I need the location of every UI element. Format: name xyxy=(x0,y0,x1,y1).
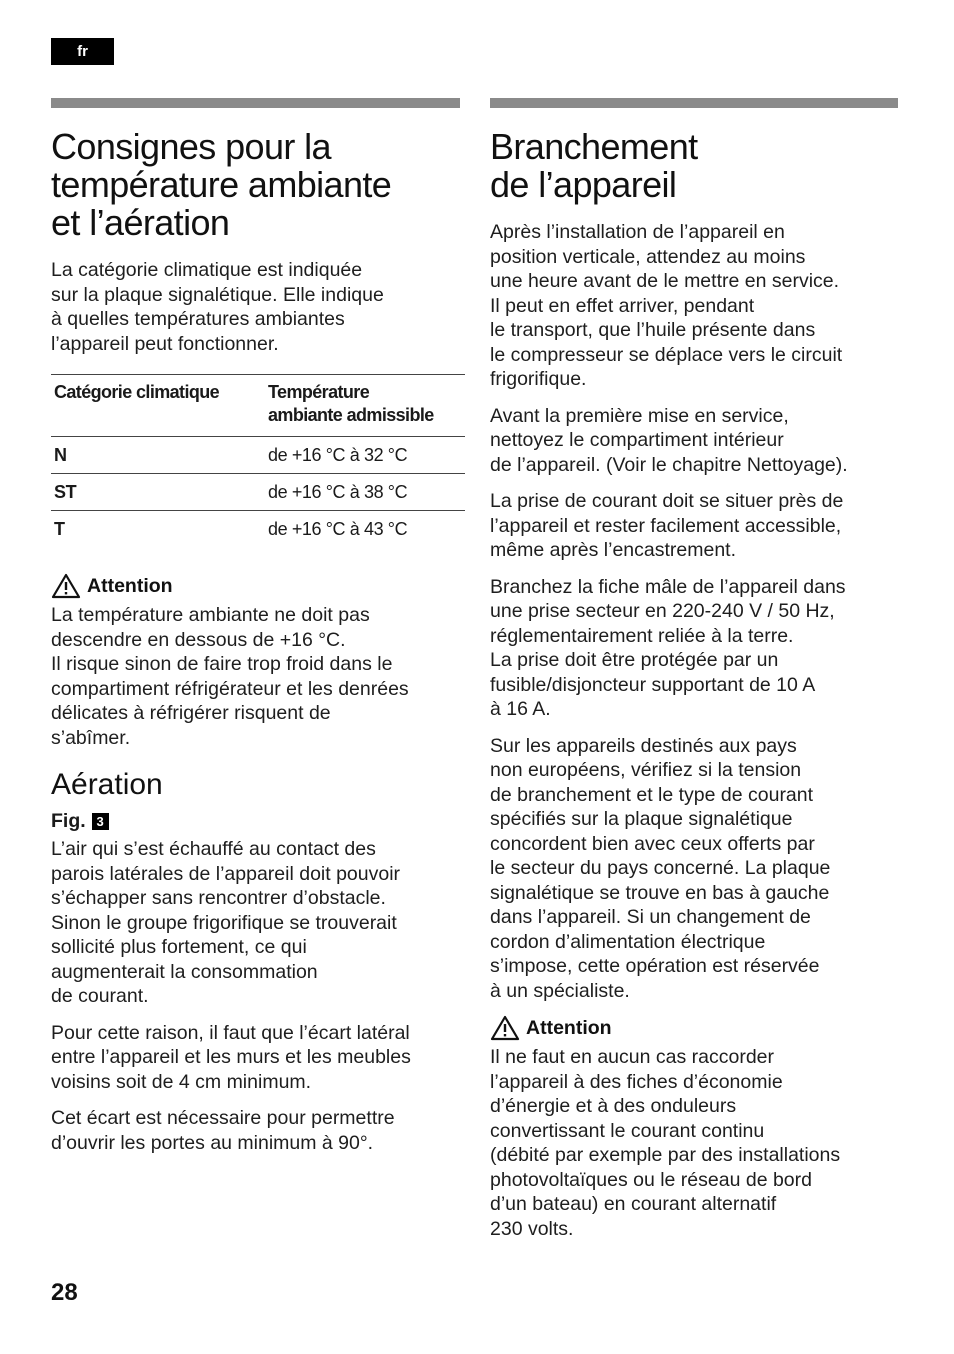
section-rule xyxy=(51,98,460,108)
aeration-paragraph-3: Cet écart est nécessaire pour permettre d’ouvrir les portes au minimum à 90°. xyxy=(51,1107,395,1154)
temperature-range-cell: de +16 °C à 38 °C xyxy=(254,474,465,511)
connection-paragraph-2: Avant la première mise en service, nettoyez le compartiment intérieur de l’appareil. (Voir le chapitre Nettoyage). xyxy=(490,404,848,476)
figure-label: Fig. xyxy=(51,810,86,832)
connection-paragraph-4: Branchez la fiche mâle de l’appareil dans une prise secteur en 220-240 V / 50 Hz, réglementairement reliée à la terre. La prise doit être protégée par un fusible/disjoncteur supportant de 10 A à 16 A. xyxy=(490,575,846,720)
figure-reference xyxy=(51,810,465,833)
warning-icon xyxy=(490,1015,520,1041)
language-tag: fr xyxy=(51,38,114,65)
connection-paragraph-1: Après l’installation de l’appareil en position verticale, attendez au moins une heure avant de le mettre en service. Il peut en effet arriver, pendant le transport, que l’huile présente dans le compresseur se déplace vers le circuit frigorifique. xyxy=(490,221,843,390)
climate-class-cell: N xyxy=(51,437,254,474)
connection-paragraph-3: La prise de courant doit se situer près de l’appareil et rester facilement accessible, même après l’encastrement. xyxy=(490,490,844,561)
subheading-aeration: Aération xyxy=(51,768,163,801)
connection-paragraph-5: Sur les appareils destinés aux pays non européens, vérifiez si la tension de branchement et le type de courant spécifiés sur la plaque signalétique concordent bien avec ceux offerts par le secteur du pays concerné. La plaque signalétique se trouve en bas à gauche dans l’appareil. Si un changement de cordon d’alimentation électrique s’impose, cette opération est réservée à un spécialiste. xyxy=(490,734,831,1002)
table-header-temperature: Température ambiante admissible xyxy=(254,375,465,437)
table-row xyxy=(51,511,465,548)
climate-class-cell: ST xyxy=(51,474,254,511)
attention-label: Attention xyxy=(87,574,173,597)
attention-paragraph: Il ne faut en aucun cas raccorder l’appareil à des fiches d’économie d’énergie et à des onduleurs convertissant le courant continu (débité par exemple par des installations photovoltaïques ou le réseau de bord d’un bateau) en courant alternatif 230 volts. xyxy=(490,1046,841,1240)
climate-class-table xyxy=(51,374,465,547)
figure-number-badge: 3 xyxy=(92,813,109,830)
attention-heading xyxy=(490,1015,900,1041)
table-row xyxy=(51,474,465,511)
temperature-range-cell: de +16 °C à 43 °C xyxy=(268,519,408,539)
right-column xyxy=(490,98,900,1253)
attention-label: Attention xyxy=(526,1016,612,1039)
aeration-paragraph-2: Pour cette raison, il faut que l’écart latéral entre l’appareil et les murs et les meubles voisins soit de 4 cm minimum. xyxy=(51,1021,411,1093)
temperature-range-cell: de +16 °C à 32 °C xyxy=(254,437,465,474)
intro-paragraph: La catégorie climatique est indiquée sur la plaque signalétique. Elle indique à quelles températures ambiantes l’appareil peut fonctionner. xyxy=(51,259,384,355)
table-header-class: Catégorie climatique xyxy=(51,375,254,437)
table-row xyxy=(51,437,465,474)
section-rule xyxy=(490,98,898,108)
warning-icon xyxy=(51,573,81,599)
section-heading-connection: Branchement de l’appareil xyxy=(490,126,698,205)
left-column xyxy=(51,98,465,1167)
aeration-paragraph-1: L’air qui s’est échauffé au contact des parois latérales de l’appareil doit pouvoir s’échapper sans rencontrer d’obstacle. Sinon le groupe frigorifique se trouverait sollicité plus fortement, ce qui augmenterait la consommation de courant. xyxy=(51,838,401,1007)
page-number: 28 xyxy=(51,1279,78,1306)
attention-heading xyxy=(51,573,465,599)
climate-class-cell: T xyxy=(54,519,65,539)
section-heading-ambient-temperature: Consignes pour la température ambiante et l’aération xyxy=(51,126,392,243)
attention-paragraph: La température ambiante ne doit pas descendre en dessous de +16 °C. Il risque sinon de faire trop froid dans le compartiment réfrigérateur et les denrées délicates à réfrigérer risquent de s’abîmer. xyxy=(51,604,409,749)
